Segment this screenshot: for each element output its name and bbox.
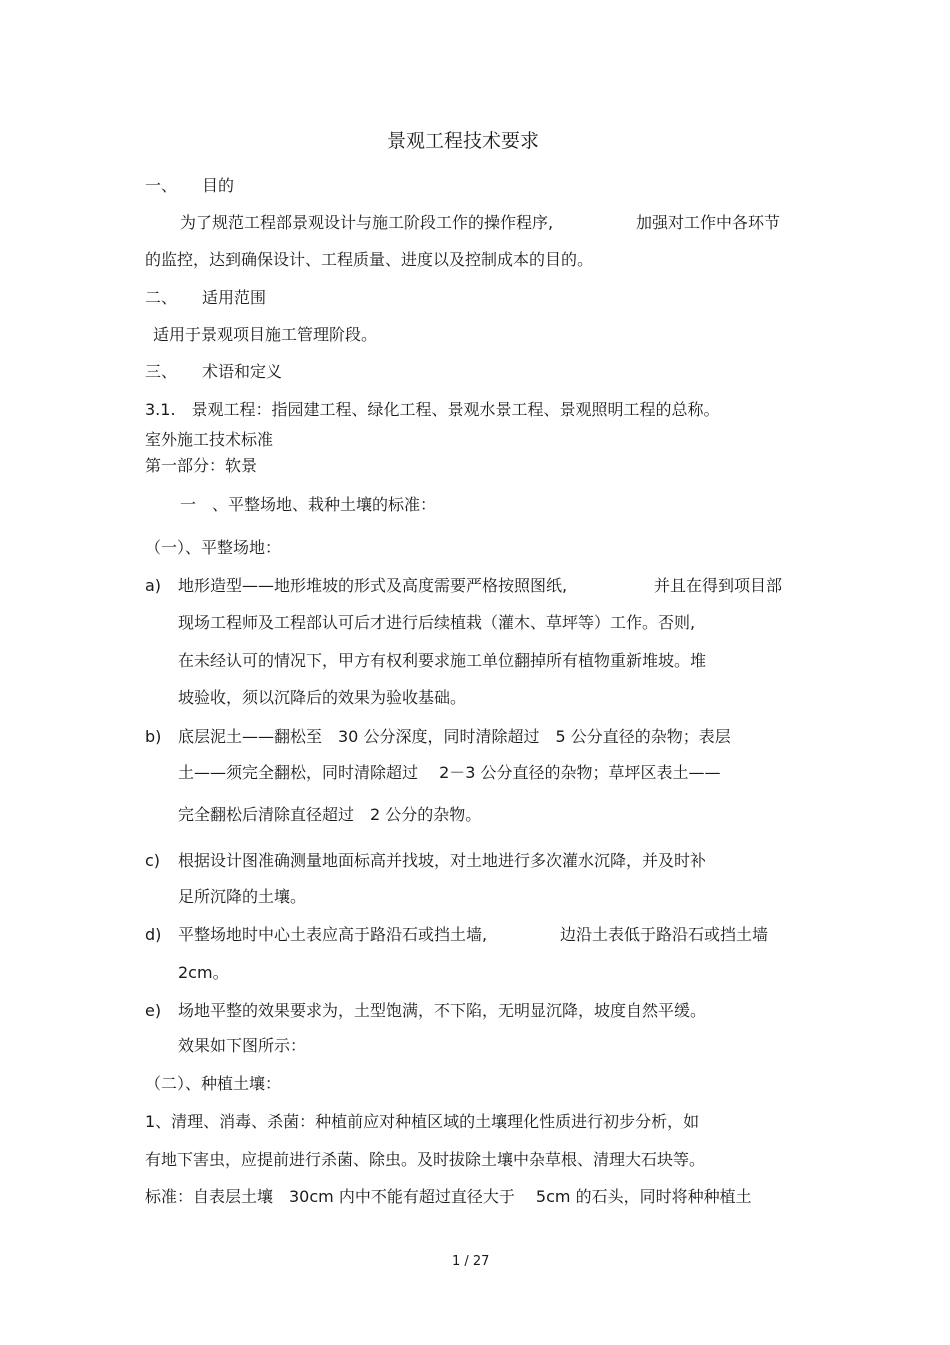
item-a-label: a) <box>145 576 162 595</box>
section-1-title: 目的 <box>202 176 235 195</box>
item-e-line1: 场地平整的效果要求为，土型饱满，不下陷，无明显沉降，坡度自然平缓。 <box>178 1001 707 1020</box>
item-a-line3: 在未经认可的情况下，甲方有权利要求施工单位翻掉所有植物重新堆坡。堆 <box>178 651 707 670</box>
item-a-line4: 坡验收，须以沉降后的效果为验收基础。 <box>178 688 467 707</box>
item-e-line2: 效果如下图所示： <box>178 1036 307 1055</box>
item-d-label: d) <box>145 925 162 944</box>
para-soil-line3: 标准：自表层土壤 30cm 内中不能有超过直径大于 5cm 的石头，同时将种种植土 <box>145 1187 752 1206</box>
item-b-label: b) <box>145 727 162 746</box>
item-d-line1b: 边沿土表低于路沿石或挡土墙 <box>560 925 769 944</box>
subheading-1: （一）、平整场地： <box>145 538 282 557</box>
section-1-para-line2: 的监控，达到确保设计、工程质量、进度以及控制成本的目的。 <box>145 250 594 269</box>
item-c-label: c) <box>145 851 161 870</box>
item-d-line2: 2cm。 <box>178 963 229 982</box>
page-title: 景观工程技术要求 <box>387 130 540 152</box>
section-2-para: 适用于景观项目施工管理阶段。 <box>153 325 378 344</box>
item-b-line3: 完全翻松后清除直径超过 2 公分的杂物。 <box>178 805 482 824</box>
section-1-para-line1: 为了规范工程部景观设计与施工阶段工作的操作程序, <box>180 213 554 232</box>
section-3-title: 术语和定义 <box>202 362 283 381</box>
part-1-heading: 第一部分：软景 <box>145 456 258 475</box>
item-c-line1: 根据设计图准确测量地面标高并找坡，对土地进行多次灌水沉降，并及时补 <box>178 851 707 870</box>
item-c-line2: 足所沉降的土壤。 <box>178 887 307 906</box>
item-a-line2: 现场工程师及工程部认可后才进行后续植栽（灌木、草坪等）工作。否则, <box>178 613 696 632</box>
item-b-line2: 土——须完全翻松，同时清除超过 2－3 公分直径的杂物；草坪区表土—— <box>178 763 721 782</box>
section-1-number: 一、 <box>145 176 178 195</box>
para-soil-line2: 有地下害虫，应提前进行杀菌、除虫。及时拔除土壤中杂草根、清理大石块等。 <box>145 1150 706 1169</box>
section-2-title: 适用范围 <box>202 288 267 307</box>
item-b-line1: 底层泥土——翻松至 30 公分深度，同时清除超过 5 公分直径的杂物；表层 <box>178 727 731 746</box>
item-d-line1: 平整场地时中心土表应高于路沿石或挡土墙, <box>178 925 488 944</box>
outdoor-standard-heading: 室外施工技术标准 <box>145 430 274 449</box>
para-soil-line1: 1、清理、消毒、杀菌：种植前应对种植区域的土壤理化性质进行初步分析，如 <box>145 1112 700 1131</box>
section-1-para-line1b: 加强对工作中各环节 <box>636 213 781 232</box>
item-e-label: e) <box>145 1001 162 1020</box>
section-3-number: 三、 <box>145 362 178 381</box>
section-2-number: 二、 <box>145 288 178 307</box>
heading-1: 一 、平整场地、栽种土壤的标准： <box>180 495 437 514</box>
page-number: 1 / 27 <box>452 1254 490 1269</box>
item-a-line1: 地形造型——地形堆坡的形式及高度需要严格按照图纸, <box>178 576 568 595</box>
subheading-2: （二）、种植土壤： <box>145 1074 282 1093</box>
definition-3-1: 3.1. 景观工程：指园建工程、绿化工程、景观水景工程、景观照明工程的总称。 <box>145 400 720 419</box>
item-a-line1b: 并且在得到项目部 <box>654 576 783 595</box>
